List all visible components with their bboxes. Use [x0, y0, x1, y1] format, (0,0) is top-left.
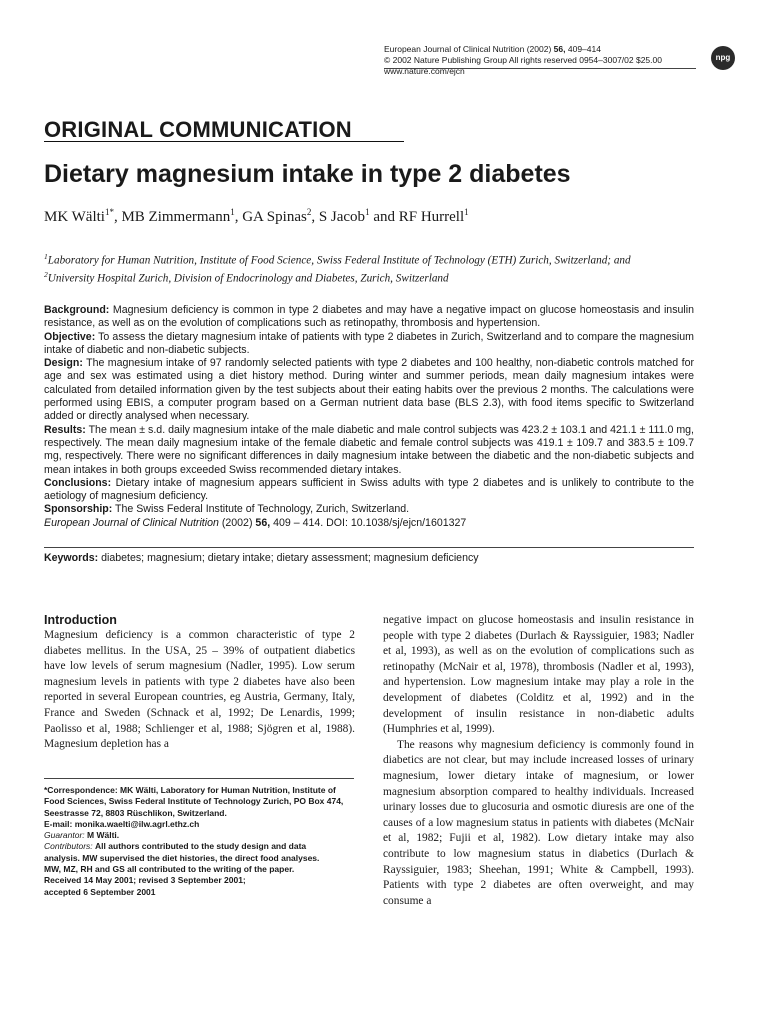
received-line: Received 14 May 2001; revised 3 September 2001;: [44, 875, 246, 886]
affiliation: $^1$Laboratory for Human Nutrition, Institute of Food Science, Swiss Federal Institute of Technology (ETH) Zurich, Switzerland; and: [44, 252, 631, 267]
contributors-line: analysis. MW supervised the diet histories, the direct food analyses.: [44, 852, 320, 863]
npg-logo-icon: npg: [711, 46, 735, 70]
body-left-column: [44, 612, 355, 753]
journal-citation: [384, 44, 714, 55]
journal-pages: 409–414: [567, 44, 601, 54]
correspondence-line: Food Sciences, Swiss Federal Institute of Technology Zurich, PO Box 474,: [44, 796, 344, 807]
abstract-objective: Objective: To assess the dietary magnesium intake of patients with type 2 diabetes in Zurich, Switzerland and to compare the magnesium intake of diabetic and non-diabetic subjects.: [44, 330, 694, 356]
journal-name: European Journal of Clinical Nutrition: [384, 44, 525, 54]
abstract-conclusions: Conclusions: Dietary intake of magnesium appears sufficient in Swiss adults with type 2 diabetes and is unlikely to contribute to the aetiology of magnesium deficiency.: [44, 476, 694, 503]
author: MB Zimmermann$^1$,: [121, 207, 243, 225]
journal-header: [384, 44, 714, 77]
introduction-heading: Introduction: [44, 613, 117, 627]
author: RF Hurrell$^1$: [398, 207, 469, 225]
abstract-results: Results: The mean ± s.d. daily magnesium intake of the male diabetic and male control subjects was 423.2 ± 103.1 and 421.1 ± 111.0 mg, respectively. The mean daily magnesium intake of the female diabetic and female control subjects was 419.1 ± 109.7 and 383.5 ± 109.7 mg, respectively. There were no significant differences in daily magnesium intake between the diabetic and the non-diabetic subjects and mean intakes in both groups exceeded Swiss recommended dietary intakes.: [44, 423, 694, 476]
abstract-background: Background: Magnesium deficiency is common in type 2 diabetes and may have a negative impact on glucose homeostasis and insulin resistance, as well as on the evolution of complications such as retinopathy, thrombosis and hypertension.: [44, 304, 694, 330]
author-list: [44, 207, 469, 226]
body-paragraph: negative impact on glucose homeostasis and insulin resistance in people with type 2 diabetes (Durlach & Rayssiguier, 1983; Nadler et al, 1993), as well as on the evolution of complications such as retinopathy (McNair et al, 1978), thrombosis (Nadler et al, 1993), and hypertension. Low magnesium intake may play a role in the development of diabetes (Colditz et al, 1992) and in the development of insulin resistance in non-diabetic adults (Humphries et al, 1999).: [383, 614, 694, 736]
guarantor-line: Guarantor: M Wälti.: [44, 830, 120, 841]
author: GA Spinas$^2$,: [242, 207, 319, 225]
affiliations: [44, 250, 704, 286]
abstract-citation: European Journal of Clinical Nutrition (2002) 56, 409 – 414. DOI: 10.1038/sj/ejcn/1601327: [44, 516, 467, 529]
journal-url-link[interactable]: www.nature.com/ejcn: [384, 66, 465, 76]
affiliation: $^2$University Hospital Zurich, Division of Endocrinology and Diabetes, Zurich, Switzerland: [44, 270, 449, 285]
abstract: [44, 304, 694, 530]
correspondence-line: *Correspondence: MK Wälti, Laboratory for Human Nutrition, Institute of: [44, 785, 336, 795]
accepted-line: accepted 6 September 2001: [44, 886, 156, 897]
correspondence-footnote: [44, 785, 356, 898]
author: MK Wälti$^{1*}$,: [44, 207, 122, 225]
contributors-line: Contributors: All authors contributed to the study design and data: [44, 841, 307, 852]
email-line: E-mail: monika.waelti@ilw.agrl.ethz.ch: [44, 818, 200, 829]
journal-volume: 56,: [553, 44, 566, 54]
journal-year: (2002): [526, 44, 552, 54]
author: S Jacob$^1$ and: [318, 207, 399, 225]
copyright-line: © 2002 Nature Publishing Group All rights reserved 0954–3007/02 $25.00: [384, 55, 662, 65]
correspondence-line: Seestrasse 72, 8803 Rüschlikon, Switzerland.: [44, 807, 227, 818]
keywords: Keywords: diabetes; magnesium; dietary intake; dietary assessment; magnesium deficiency: [44, 552, 479, 564]
section-type-underline: [44, 141, 404, 142]
abstract-design: Design: The magnesium intake of 97 randomly selected patients with type 2 diabetes and 100 healthy, non-diabetic controls matched for age and sex was estimated using a diet history method. During winter and summer periods, mean daily magnesium intakes were calculated from detailed information given by the test subjects about their eating habits over the previous 2 months. The calculations were performed using EBIS, a computer program based on a German nutrient data base (BLS 2.3), with food items specific to Switzerland added or directly analysed when necessary.: [44, 357, 694, 423]
abstract-divider: [44, 547, 694, 548]
section-type-heading: ORIGINAL COMMUNICATION: [44, 117, 352, 142]
contributors-line: MW, MZ, RH and GS all contributed to the writing of the paper.: [44, 864, 295, 875]
body-right-column: [383, 613, 694, 909]
body-paragraph: The reasons why magnesium deficiency is commonly found in diabetics are not clear, but may include increased losses of urinary magnesium, lower dietary intake of magnesium, or lower magnesium absorption compared to healthy individuals. Increased urinary losses due to glucosuria and osmotic diuresis are one of the causes of a low magnesium status in patients with diabetes (McNair et al, 1982; Fujii et al, 1982). Low dietary intake may also contribute to low magnesium status in diabetics (Durlach & Rayssiguier, 1983; Sheehan, 1991; White & Campbell, 1993). Patients with type 2 diabetes are often overweight, and may consume a: [383, 738, 694, 907]
header-divider: [384, 68, 696, 69]
footnote-divider: [44, 778, 354, 779]
article-title: Dietary magnesium intake in type 2 diabetes: [44, 160, 571, 188]
abstract-sponsorship: Sponsorship: The Swiss Federal Institute of Technology, Zurich, Switzerland.: [44, 503, 410, 516]
body-paragraph: Magnesium deficiency is a common characteristic of type 2 diabetes mellitus. In the USA, 25 – 39% of outpatient diabetics have low levels of serum magnesium (Nadler, 1995). Low serum magnesium levels in patients with type 2 diabetes have also been reported in several European countries, eg Austria, Germany, Italy, France and Sweden (Schnack et al, 1992; De Lenardis, 1999; Paolisso et al, 1988; Schlienger et al, 1988; Sjögren et al, 1988). Magnesium depletion has a: [44, 629, 355, 751]
